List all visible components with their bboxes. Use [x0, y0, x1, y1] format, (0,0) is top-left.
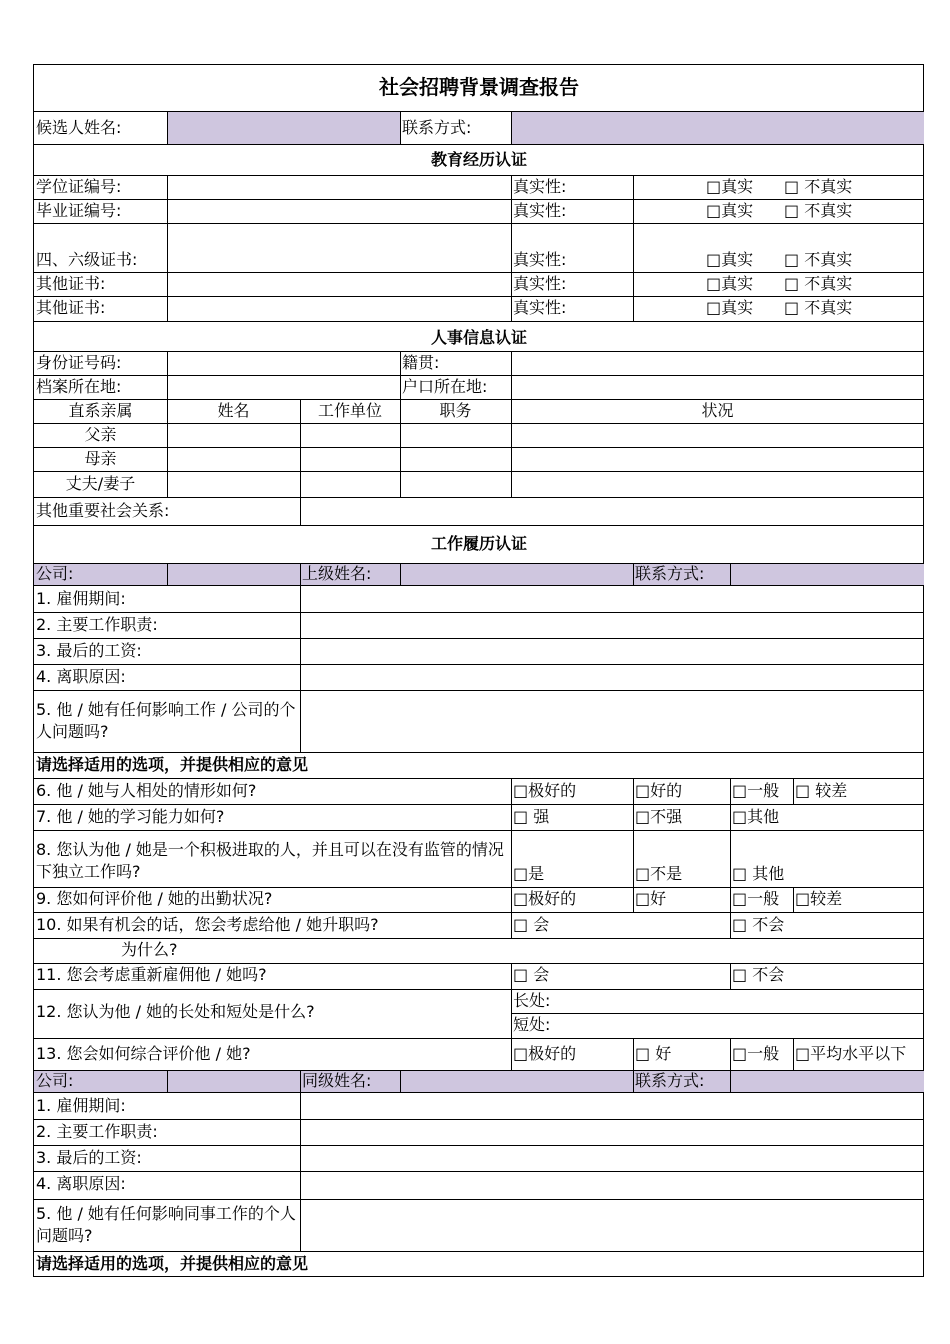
option-checkbox[interactable]: □ 强 — [513, 807, 550, 826]
education-row-label: 学位证编号: — [36, 177, 122, 196]
peer-item: 4. 离职原因: — [36, 1174, 126, 1193]
education-row-label: 其他证书: — [36, 274, 106, 293]
candidate-name-fill — [167, 111, 400, 144]
relative-name: 母亲 — [84, 449, 117, 468]
option-checkbox[interactable]: □ 不会 — [732, 915, 785, 934]
relative-name: 丈夫/妻子 — [65, 474, 136, 493]
peer-contact-label: 联系方式: — [635, 1071, 705, 1090]
option-checkbox[interactable]: □极好的 — [513, 781, 577, 800]
relatives-header: 姓名 — [217, 401, 250, 420]
option-checkbox[interactable]: □好 — [635, 889, 667, 908]
native-place-label: 籍贯: — [402, 353, 440, 372]
authenticity-label: 真实性: — [513, 274, 567, 293]
education-row-label: 四、六级证书: — [36, 250, 138, 269]
weaknesses-label: 短处: — [513, 1015, 551, 1034]
candidate-contact-label: 联系方式: — [402, 118, 472, 137]
archive-location-label: 档案所在地: — [36, 377, 122, 396]
option-checkbox[interactable]: □ 较差 — [795, 781, 848, 800]
question-6: 6. 他 / 她与人相处的情形如何? — [36, 781, 257, 800]
not-authentic-checkbox[interactable]: □ 不真实 — [784, 298, 853, 317]
not-authentic-checkbox[interactable]: □ 不真实 — [784, 250, 853, 269]
question-13: 13. 您会如何综合评价他 / 她? — [36, 1044, 251, 1063]
authentic-checkbox[interactable]: □真实 — [706, 250, 754, 269]
option-checkbox[interactable]: □ 会 — [513, 965, 550, 984]
question-12: 12. 您认为他 / 她的长处和短处是什么? — [36, 1002, 315, 1021]
peer-name-label: 同级姓名: — [302, 1071, 372, 1090]
option-checkbox[interactable]: □不强 — [635, 807, 683, 826]
option-checkbox[interactable]: □其他 — [732, 807, 780, 826]
option-checkbox[interactable]: □一般 — [732, 781, 780, 800]
question-9: 9. 您如何评价他 / 她的出勤状况? — [36, 889, 273, 908]
option-checkbox[interactable]: □ 其他 — [732, 864, 785, 883]
not-authentic-checkbox[interactable]: □ 不真实 — [784, 201, 853, 220]
option-checkbox[interactable]: □是 — [513, 864, 545, 883]
work-item: 4. 离职原因: — [36, 667, 126, 686]
form-title: 社会招聘背景调查报告 — [379, 75, 579, 99]
question-10-why: 为什么? — [121, 940, 178, 959]
option-checkbox[interactable]: □ 会 — [513, 915, 550, 934]
education-row-label: 毕业证编号: — [36, 201, 122, 220]
option-checkbox[interactable]: □一般 — [732, 1044, 780, 1063]
authentic-checkbox[interactable]: □真实 — [706, 177, 754, 196]
work-item: 3. 最后的工资: — [36, 641, 142, 660]
choose-heading: 请选择适用的选项，并提供相应的意见 — [36, 755, 309, 774]
authenticity-label: 真实性: — [513, 201, 567, 220]
authentic-checkbox[interactable]: □真实 — [706, 274, 754, 293]
option-checkbox[interactable]: □不是 — [635, 864, 683, 883]
option-checkbox[interactable]: □较差 — [795, 889, 843, 908]
authentic-checkbox[interactable]: □真实 — [706, 298, 754, 317]
strengths-label: 长处: — [513, 991, 551, 1010]
authenticity-label: 真实性: — [513, 177, 567, 196]
authenticity-label: 真实性: — [513, 298, 567, 317]
company-label: 公司: — [36, 564, 74, 583]
work-section-title: 工作履历认证 — [430, 534, 527, 553]
background-check-form — [33, 64, 924, 1277]
option-checkbox[interactable]: □极好的 — [513, 1044, 577, 1063]
other-relations-label: 其他重要社会关系: — [36, 501, 170, 520]
peer-item: 1. 雇佣期间: — [36, 1096, 126, 1115]
relatives-header: 工作单位 — [317, 401, 382, 420]
peer-company-label: 公司: — [36, 1071, 74, 1090]
work-item: 5. 他 / 她有任何影响工作 / 公司的个人问题吗? — [36, 700, 296, 741]
relatives-header: 状况 — [701, 401, 734, 420]
option-checkbox[interactable]: □好的 — [635, 781, 683, 800]
relatives-header: 直系亲属 — [68, 401, 133, 420]
relative-name: 父亲 — [84, 425, 117, 444]
superior-name-label: 上级姓名: — [302, 564, 372, 583]
relatives-header: 职务 — [439, 401, 472, 420]
id-number-label: 身份证号码: — [36, 353, 122, 372]
education-row-label: 其他证书: — [36, 298, 106, 317]
question-8: 8. 您认为他 / 她是一个积极进取的人，并且可以在没有监管的情况下独立工作吗? — [36, 840, 504, 881]
work-item: 1. 雇佣期间: — [36, 589, 126, 608]
authenticity-label: 真实性: — [513, 250, 567, 269]
work-item: 2. 主要工作职责: — [36, 615, 158, 634]
option-checkbox[interactable]: □平均水平以下 — [795, 1044, 907, 1063]
question-10: 10. 如果有机会的话，您会考虑给他 / 她升职吗? — [36, 915, 379, 934]
contact-label: 联系方式: — [635, 564, 705, 583]
not-authentic-checkbox[interactable]: □ 不真实 — [784, 274, 853, 293]
question-11: 11. 您会考虑重新雇佣他 / 她吗? — [36, 965, 267, 984]
option-checkbox[interactable]: □极好的 — [513, 889, 577, 908]
option-checkbox[interactable]: □ 好 — [635, 1044, 672, 1063]
option-checkbox[interactable]: □ 不会 — [732, 965, 785, 984]
peer-item: 3. 最后的工资: — [36, 1148, 142, 1167]
candidate-contact-fill — [511, 111, 924, 144]
option-checkbox[interactable]: □一般 — [732, 889, 780, 908]
education-section-title: 教育经历认证 — [430, 150, 527, 169]
hukou-location-label: 户口所在地: — [402, 377, 488, 396]
not-authentic-checkbox[interactable]: □ 不真实 — [784, 177, 853, 196]
question-7: 7. 他 / 她的学习能力如何? — [36, 807, 225, 826]
peer-choose-heading: 请选择适用的选项，并提供相应的意见 — [36, 1254, 309, 1273]
personnel-section-title: 人事信息认证 — [430, 328, 527, 347]
authentic-checkbox[interactable]: □真实 — [706, 201, 754, 220]
candidate-name-label: 候选人姓名: — [36, 118, 122, 137]
peer-item: 2. 主要工作职责: — [36, 1122, 158, 1141]
peer-item: 5. 他 / 她有任何影响同事工作的个人问题吗? — [36, 1204, 296, 1245]
